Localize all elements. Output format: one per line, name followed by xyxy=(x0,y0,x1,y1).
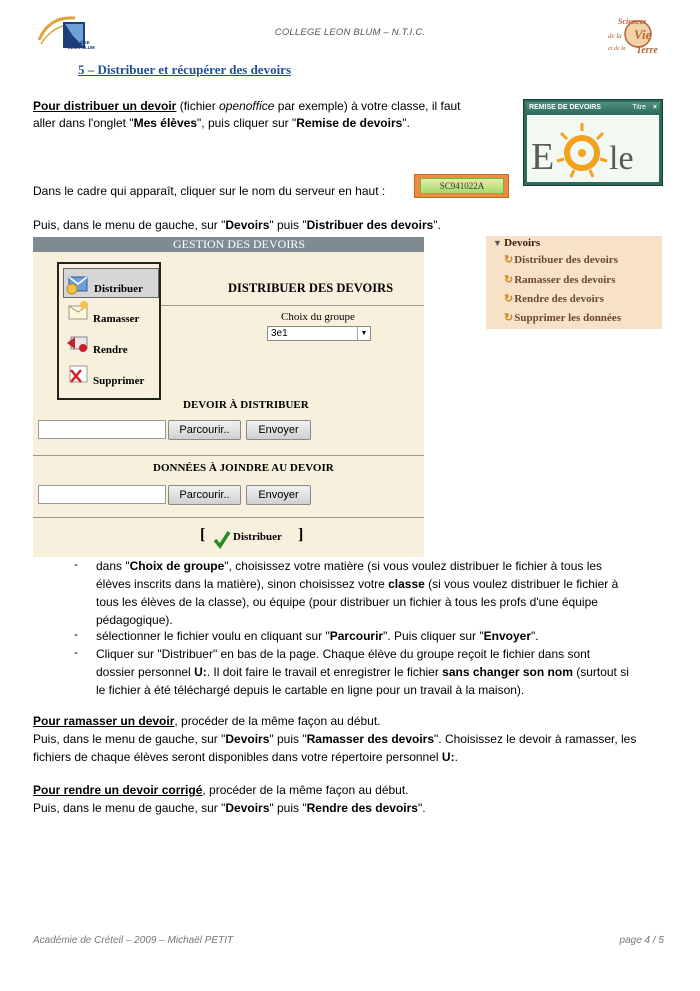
divider xyxy=(161,305,424,306)
text: aller dans l'onglet " xyxy=(33,116,134,130)
text: . Il doit faire le travail et enregistrer le fichier xyxy=(206,665,443,679)
text-bold: Ramasser des devoirs xyxy=(306,732,435,746)
text: tous les élèves de la classe), ou équipe (pour distribuer un fichier à tous les profs d'une équipe xyxy=(96,595,598,609)
svg-text:Terre: Terre xyxy=(636,45,658,56)
svg-text:de la: de la xyxy=(608,32,622,40)
text: ". Puis cliquer sur " xyxy=(383,629,484,643)
page-number: page 4 / 5 xyxy=(619,935,664,946)
svg-text:le: le xyxy=(609,140,634,177)
bracket-close: ] xyxy=(298,526,304,543)
svg-text:Sciences: Sciences xyxy=(618,17,647,26)
text-bold: classe xyxy=(388,577,425,591)
text: Puis, dans le menu de gauche, sur " xyxy=(33,218,226,232)
text: sélectionner le fichier voulu en cliquant sur " xyxy=(96,629,330,643)
text: , procéder de la même façon au début. xyxy=(202,783,409,797)
section-title: 5 – Distribuer et récupérer des devoirs xyxy=(78,62,292,77)
send-button[interactable]: Envoyer xyxy=(246,485,311,505)
svg-text:E: E xyxy=(531,136,555,178)
text: " puis " xyxy=(269,801,307,815)
menu-item-ramasser[interactable] xyxy=(63,299,159,329)
bullet-icon: ↻ xyxy=(504,274,514,286)
devoirs-item-distribuer[interactable] xyxy=(504,253,618,266)
text-bold: Devoirs xyxy=(225,218,270,232)
collect-icon xyxy=(65,300,91,324)
text: ". xyxy=(531,629,539,643)
text-bold: Parcourir xyxy=(329,629,384,643)
group-select[interactable] xyxy=(267,326,371,341)
text: le fichier à été téléchargé depuis le cartable en ligne pour un travail à la maison). xyxy=(96,683,525,697)
chevron-down-icon[interactable]: ▼ xyxy=(357,327,370,340)
distribute-title: DISTRIBUER DES DEVOIRS xyxy=(228,281,394,295)
text-bold: Devoirs xyxy=(225,732,270,746)
browse-button[interactable]: Parcourir.. xyxy=(168,420,241,440)
menu-item-label: Distribuer xyxy=(94,283,143,295)
browse-button[interactable]: Parcourir.. xyxy=(168,485,241,505)
eole-title: REMISE DE DEVOIRS xyxy=(529,104,601,111)
text: (fichier xyxy=(176,99,220,113)
text: ", puis cliquer sur " xyxy=(197,116,297,130)
text: dans " xyxy=(96,559,130,573)
bullet-group-choice xyxy=(96,557,668,629)
server-instruction: Dans le cadre qui apparaît, cliquer sur le nom du serveur en haut : xyxy=(33,184,386,198)
delete-icon xyxy=(65,362,91,386)
menu-instruction xyxy=(33,217,441,234)
distribute-submit-label[interactable]: Distribuer xyxy=(233,531,282,543)
text: ". xyxy=(417,801,426,815)
group-value: 3e1 xyxy=(271,328,288,339)
menu-item-label: Ramasser xyxy=(93,313,140,325)
eole-titlebar xyxy=(526,102,660,114)
bullet-icon: ↻ xyxy=(504,293,514,305)
data-file-input[interactable] xyxy=(38,485,166,504)
text-bold: Distribuer des devoirs xyxy=(306,218,434,232)
divider xyxy=(33,455,424,456)
collect-heading: Pour ramasser un devoir xyxy=(33,714,175,728)
menu-item-distribuer[interactable] xyxy=(63,268,159,298)
devoirs-menu-title[interactable] xyxy=(493,237,540,249)
text: dossier personnel xyxy=(96,665,195,679)
gestion-panel xyxy=(33,237,424,557)
bullet-icon: ↻ xyxy=(504,312,514,324)
text: ". xyxy=(433,218,441,232)
devoirs-item-label: Supprimer les données xyxy=(514,312,621,324)
devoirs-item-label: Rendre des devoirs xyxy=(514,293,604,305)
data-section-title: DONNÉES À JOINDRE AU DEVOIR xyxy=(153,462,334,474)
return-heading: Pour rendre un devoir corrigé xyxy=(33,783,203,797)
text: Puis, dans le menu de gauche, sur " xyxy=(33,801,226,815)
text-bold: U: xyxy=(441,750,455,764)
distribute-icon xyxy=(66,271,92,295)
divider xyxy=(33,517,424,518)
bracket-open: [ xyxy=(200,526,206,543)
bullet-dash: - xyxy=(74,645,78,659)
menu-item-label: Supprimer xyxy=(93,375,145,387)
text: (surtout si xyxy=(572,665,629,679)
text-bold: U: xyxy=(194,665,207,679)
gestion-header: GESTION DES DEVOIRS xyxy=(33,237,424,252)
footer-left: Académie de Créteil – 2009 – Michaël PETIT xyxy=(33,935,234,946)
svg-text:Vie: Vie xyxy=(634,27,652,42)
text: pédagogique). xyxy=(96,613,173,627)
server-button[interactable] xyxy=(414,174,509,198)
checkmark-icon xyxy=(213,529,231,549)
svg-text:et de la: et de la xyxy=(608,46,626,52)
devoir-file-input[interactable] xyxy=(38,420,166,439)
gestion-menu xyxy=(57,262,161,400)
text-bold: Remise de devoirs xyxy=(296,116,403,130)
bullet-dash: - xyxy=(74,627,78,641)
text: ", choisissez votre matière (si vous voulez distribuer le fichier à tous les xyxy=(224,559,603,573)
svt-logo xyxy=(606,12,666,60)
text-bold: Mes élèves xyxy=(133,116,198,130)
devoir-section-title: DEVOIR À DISTRIBUER xyxy=(183,399,309,411)
menu-item-label: Rendre xyxy=(93,344,128,356)
text: ". Choisissez le devoir à ramasser, les xyxy=(434,732,637,746)
devoirs-item-label: Ramasser des devoirs xyxy=(514,274,616,286)
devoirs-item-label: Distribuer des devoirs xyxy=(514,254,618,266)
eole-window xyxy=(523,99,663,186)
text: par exemple) à votre classe, il faut xyxy=(274,99,461,113)
devoirs-item-supprimer[interactable] xyxy=(504,311,621,324)
text: Cliquer sur "Distribuer" en bas de la page. Chaque élève du groupe reçoit le fichier dans sont xyxy=(96,647,591,661)
return-icon xyxy=(65,331,91,355)
distribute-submit[interactable] xyxy=(213,529,231,554)
eole-tab[interactable]: Titre xyxy=(632,104,646,111)
text-bold: Rendre des devoirs xyxy=(306,801,418,815)
devoirs-menu-title-label: Devoirs xyxy=(504,237,541,249)
bullet-dash: - xyxy=(74,557,78,571)
bullet-icon: ↻ xyxy=(504,254,514,266)
devoirs-item-ramasser[interactable] xyxy=(504,273,615,286)
send-button[interactable]: Envoyer xyxy=(246,420,311,440)
intro-heading: Pour distribuer un devoir xyxy=(33,99,177,113)
text: " puis " xyxy=(269,732,307,746)
devoirs-item-rendre[interactable] xyxy=(504,292,604,305)
triangle-down-icon: ▼ xyxy=(493,238,505,248)
text: élèves inscrits dans la matière), sinon choisissez votre xyxy=(96,577,389,591)
server-name: SC941022A xyxy=(420,178,504,194)
text: " puis " xyxy=(269,218,307,232)
page-header: COLLEGE LEON BLUM – N.T.I.C. xyxy=(274,27,426,38)
text: , procéder de la même façon au début. xyxy=(174,714,381,728)
menu-item-supprimer[interactable] xyxy=(63,361,159,391)
text-bold: Devoirs xyxy=(225,801,270,815)
collect-paragraph xyxy=(33,712,673,766)
text-bold: sans changer son nom xyxy=(442,665,573,679)
group-label: Choix du groupe xyxy=(281,311,355,323)
text: (si vous voulez distribuer le fichier à xyxy=(424,577,619,591)
text: . xyxy=(454,750,458,764)
menu-item-rendre[interactable] xyxy=(63,330,159,360)
college-logo-text: COLLÈGE LÉON BLUM xyxy=(68,40,95,50)
text: Puis, dans le menu de gauche, sur " xyxy=(33,732,226,746)
intro-paragraph xyxy=(33,98,513,132)
close-icon[interactable]: × xyxy=(652,104,657,111)
eole-logo[interactable] xyxy=(527,115,659,182)
return-paragraph xyxy=(33,781,673,817)
text: ". xyxy=(402,116,410,130)
text: fichiers de chaque élèves seront disponibles dans votre répertoire personnel xyxy=(33,750,442,764)
bullet-select-file xyxy=(96,627,668,645)
text-italic: openoffice xyxy=(219,99,275,113)
devoirs-menu xyxy=(486,236,662,329)
bullet-distribute xyxy=(96,645,668,699)
text-bold: Envoyer xyxy=(483,629,531,643)
text-bold: Choix de groupe xyxy=(129,559,225,573)
